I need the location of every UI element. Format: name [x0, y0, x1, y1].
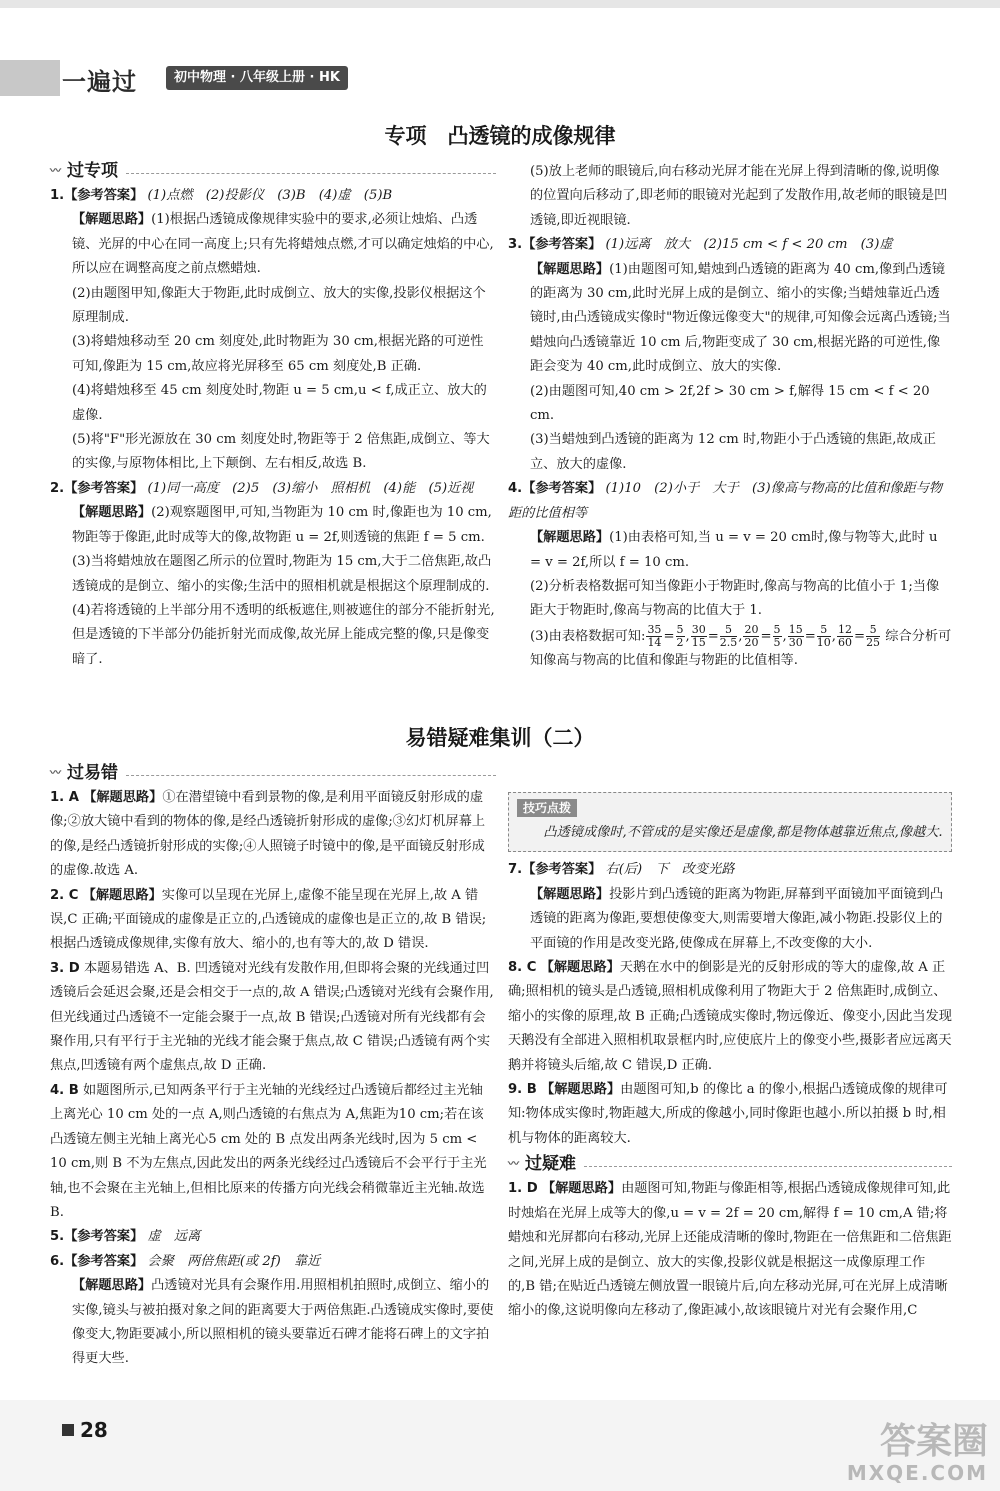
header-grey-block — [0, 60, 60, 96]
fraction: $\frac{5}{2}$ — [676, 622, 684, 649]
subheading-deco-icon: 〰 — [50, 765, 61, 779]
divider — [584, 1165, 952, 1167]
fraction-chain: $\frac{35}{14}$ = $\frac{5}{2}$ , $\frac{30}{15}$ = $\frac{5}{2.5}$ , $\frac{20}{20}$ = $\frac{5}{5}$ , $\frac{15}{30}$ = $\frac{5}{10}$ , $\frac{12}{60}$ = $\frac{5}{25}$ — [647, 622, 881, 649]
q4-solution-1: 【解题思路】(1)由表格可知,当 u = v = 20 cm时,像与物等大,此时 u = v = 2f,所以 f = 10 cm. — [530, 530, 938, 570]
q6-solution: 【解题思路】凸透镜对光具有会聚作用.用照相机拍照时,成倒立、缩小的实像,镜头与被拍摄对象之间的距离要大于两倍焦距.凸透镜成实像时,要使像变大,物距要减小,所以照相机的镜头要靠近石碑才能将石碑上的文字拍得更大些. — [72, 1278, 494, 1367]
fraction: $\frac{15}{30}$ — [788, 622, 803, 649]
fraction: $\frac{5}{5}$ — [773, 622, 781, 649]
q4-solution-2: (2)分析表格数据可知当像距小于物距时,像高与物高的比值小于 1;当像距大于物距时,像高与物高的比值大于 1. — [530, 578, 940, 619]
q2-solution-4: (5)放上老师的眼镜后,向右移动光屏才能在光屏上得到清晰的像,说明像的位置向后移动了,即老师的眼镜对光起到了发散作用,故老师的眼镜是凹透镜,即近视眼镜. — [530, 164, 948, 228]
error-question-1: 1. A 【解题思路】①在潜望镜中看到景物的像,是利用平面镜反射形成的虚像;②放大镜中看到的物体的像,是经凸透镜折射形成的虚像;③幻灯机屏幕上的像,是经凸透镜折射形成的实像;④人照镜子时镜中的像,是平面镜反射形成的虚像.故选 A. — [50, 790, 486, 879]
question-3: 3.【参考答案】 (1)远离 放大 (2)15 cm < f < 20 cm (3)虚 — [508, 237, 893, 253]
section-title-errors: 易错疑难集训（二） — [405, 726, 595, 750]
fraction: $\frac{35}{14}$ — [647, 622, 662, 649]
page-square-icon — [62, 1424, 74, 1436]
section2-left-column — [50, 760, 496, 1372]
error-question-6: 6.【参考答案】 会聚 两倍焦距(或 2f) 靠近 — [50, 1253, 321, 1269]
fraction: $\frac{12}{60}$ — [838, 622, 852, 649]
q2-solution-2: (3)当将蜡烛放在题图乙所示的位置时,物距为 15 cm,大于二倍焦距,故凸透镜成的是倒立、缩小的实像;生活中的照相机就是根据这个原理制成的. — [72, 554, 492, 594]
fraction: $\frac{30}{15}$ — [691, 622, 706, 649]
question-2: 2.【参考答案】 (1)同一高度 (2)5 (3)缩小 照相机 (4)能 (5)近视 — [50, 480, 474, 496]
subheading-deco-icon: 〰 — [508, 1157, 519, 1171]
subheading-guo-yicuo: 〰 过易错 — [50, 760, 496, 786]
tip-label: 技巧点拨 — [517, 799, 577, 817]
section1-right-column — [508, 160, 952, 674]
q2-solution-3: (4)若将透镜的上半部分用不透明的纸板遮住,则被遮住的部分不能折射光,但是透镜的下半部分仍能折射光而成像,故光屏上能成完整的像,只是像变暗了. — [72, 602, 495, 667]
q3-solution-2: (2)由题图可知,40 cm > 2f,2f > 30 cm > f,解得 15 cm < f < 20 cm. — [530, 383, 930, 424]
error-question-9: 9. B 【解题思路】由题图可知,b 的像比 a 的像小,根据凸透镜成像的规律可知:物体成实像时,物距越大,所成的像越小,同时像距也越小.所以拍摄 b 时,相机与物体的距离较大. — [508, 1082, 948, 1146]
watermark: 答案圈 MXQE.COM — [846, 1421, 988, 1485]
question-4: 4.【参考答案】 (1)10 (2)小于 大于 (3)像高与物高的比值和像距与物距的比值相等 — [508, 481, 943, 521]
error-question-8: 8. C 【解题思路】天鹅在水中的倒影是光的反射形成的等大的虚像,故 A 正确;照相机的镜头是凸透镜,照相机成像利用了物距大于 2 倍焦距时,成倒立、缩小的实像的原理,故 B 正确;凸透镜成实像时,物远像近、像变小,因此当发现天鹅没有全部进入照相机取景框内时,应使底片上的像变小些,摄影者应远离天鹅并将镜头后缩,故 C 错误,D 正确. — [508, 960, 952, 1073]
fraction: $\frac{20}{20}$ — [744, 622, 759, 649]
q1-solution-5: (5)将"F"形光源放在 30 cm 刻度处时,物距等于 2 倍焦距,成倒立、等大的实像,与原物体相比,上下颠倒、左右相反,故选 B. — [72, 432, 490, 472]
top-edge — [0, 0, 1000, 8]
page-number: 28 — [62, 1418, 108, 1442]
q1-solution-2: (2)由题图甲知,像距大于物距,此时成倒立、放大的实像,投影仪根据这个原理制成. — [72, 285, 486, 326]
section1-left-column — [50, 158, 496, 672]
series-logo: 一遍过 — [62, 68, 137, 96]
q1-solution-1: 【解题思路】(1)根据凸透镜成像规律实验中的要求,必须让烛焰、凸透镜、光屏的中心在同一高度上;只有先将蜡烛点燃,才可以确定烛焰的中心,所以应在调整高度之前点燃蜡烛. — [72, 212, 494, 277]
q4-solution-3: (3)由表格数据可知: $\frac{35}{14}$ = $\frac{5}{2}$ , $\frac{30}{15}$ = $\frac{5}{2.5}$ , $\frac{20}{20}$ = $\frac{5}{5}$ , $\frac{15}{30}$ = $\frac{5}{10}$ , $\frac{12}{60}$ = $\frac{5}{25}$ 综合分析可知像高与物高的比值和像距与物距的比值相等. — [530, 622, 952, 669]
error-question-5: 5.【参考答案】 虚 远离 — [50, 1229, 201, 1245]
q7-solution: 【解题思路】投影片到凸透镜的距离为物距,屏幕到平面镜加平面镜到凸透镜的距离为像距,要想使像变大,则需要增大像距,减小物距.投影仪上的平面镜的作用是改变光路,使像成在屏幕上,不改变像的大小. — [530, 886, 944, 951]
book-header — [0, 60, 380, 96]
difficult-question-1: 1. D 【解题思路】由题图可知,物距与像距相等,根据凸透镜成像规律可知,此时烛焰在光屏上成等大的像,u = v = 2f = 20 cm,解得 f = 10 cm,A 错;将蜡烛和光屏都向右移动,光屏上还能成清晰的像时,物距在一倍焦距和二倍焦距之间,光屏上成的是倒立、放大的实像,投影仪就是根据这一成像原理工作的,B 错;在贴近凸透镜左侧放置一眼镜片后,向左移动光屏,可在光屏上成清晰缩小的像,这说明像向左移动了,像距减小,故该眼镜片对光有会聚作用,C — [508, 1181, 952, 1319]
error-question-4: 4. B 如题图所示,已知两条平行于主光轴的光线经过凸透镜后都经过主光轴上离光心 10 cm 处的一点 A,则凸透镜的右焦点为 A,焦距为10 cm;若在该凸透镜左侧主光轴上离光心5 cm 处的 B 点发出两条光线时,因为 5 cm < 10 cm,则 B 不为左焦点,因此发出的两条光线经过凸透镜后不会平行于主光轴,也不会聚在主光轴上,但相比原来的传播方向光线会稍微靠近主光轴.故选 B. — [50, 1082, 487, 1220]
fraction: $\frac{5}{25}$ — [866, 622, 881, 649]
section-title-special: 专项 凸透镜的成像规律 — [384, 124, 616, 148]
tip-box — [508, 792, 952, 852]
question-1: 1.【参考答案】 (1)点燃 (2)投影仪 (3)B (4)虚 (5)B — [50, 188, 393, 203]
error-question-7: 7.【参考答案】 右(后) 下 改变光路 — [508, 862, 735, 878]
fraction: $\frac{5}{10}$ — [816, 622, 831, 649]
q1-solution-3: (3)将蜡烛移动至 20 cm 刻度处,此时物距为 30 cm,根据光路的可逆性可知,像距为 15 cm,故应将光屏移至 65 cm 刻度处,B 正确. — [72, 334, 484, 374]
divider — [126, 172, 496, 174]
divider — [126, 774, 496, 776]
tip-text: 凸透镜成像时,不管成的是实像还是虚像,都是物体越靠近焦点,像越大. — [543, 825, 943, 841]
q1-solution-4: (4)将蜡烛移至 45 cm 刻度处时,物距 u = 5 cm,u < f,成正立、放大的虚像. — [72, 383, 487, 423]
subheading-deco-icon: 〰 — [50, 163, 61, 177]
error-question-2: 2. C 【解题思路】实像可以呈现在光屏上,虚像不能呈现在光屏上,故 A 错误,C 正确;平面镜成的虚像是正立的,凸透镜成的虚像也是正立的,故 B 错误;根据凸透镜成像规律,实像有放大、缩小的,也有等大的,故 D 错误. — [50, 887, 487, 952]
error-question-3: 3. D 本题易错选 A、B. 凹透镜对光线有发散作用,但即将会聚的光线通过凹透镜后会延迟会聚,还是会相交于一点的,故 A 错误;凸透镜对光线有会聚作用,但光线通过凸透镜不一定能会聚于一点,故 B 错误;凸透镜对所有光线都有会聚作用,只有平行于主光轴的光线才能会聚于焦点,故 C 错误;凸透镜有两个实焦点,凹透镜有两个虚焦点,故 D 正确. — [50, 960, 494, 1074]
book-subtitle: 初中物理 · 八年级上册 · HK — [166, 66, 348, 90]
q3-solution-1: 【解题思路】(1)由题图可知,蜡烛到凸透镜的距离为 40 cm,像到凸透镜的距离为 30 cm,此时光屏上成的是倒立、缩小的实像;当蜡烛靠近凸透镜时,由凸透镜成实像时"物近像远像变大"的规律,可知像会远离凸透镜;当蜡烛向凸透镜靠近 10 cm 后,物距变成了 30 cm,根据光路的可逆性,像距会变为 40 cm,此时成倒立、放大的实像. — [530, 261, 951, 375]
subheading-guo-yinan: 〰 过疑难 — [508, 1151, 952, 1177]
section2-right-column — [508, 788, 952, 1324]
q2-solution-1: 【解题思路】(2)观察题图甲,可知,当物距为 10 cm 时,像距也为 10 cm,物距等于像距,此时成等大的像,故物距 u = 2f,则透镜的焦距 f = 5 cm. — [72, 505, 492, 545]
q3-solution-3: (3)当蜡烛到凸透镜的距离为 12 cm 时,物距小于凸透镜的焦距,故成正立、放大的虚像. — [530, 432, 936, 472]
fraction: $\frac{5}{2.5}$ — [719, 622, 738, 649]
subheading-guo-zhuanxiang: 〰 过专项 — [50, 158, 496, 184]
